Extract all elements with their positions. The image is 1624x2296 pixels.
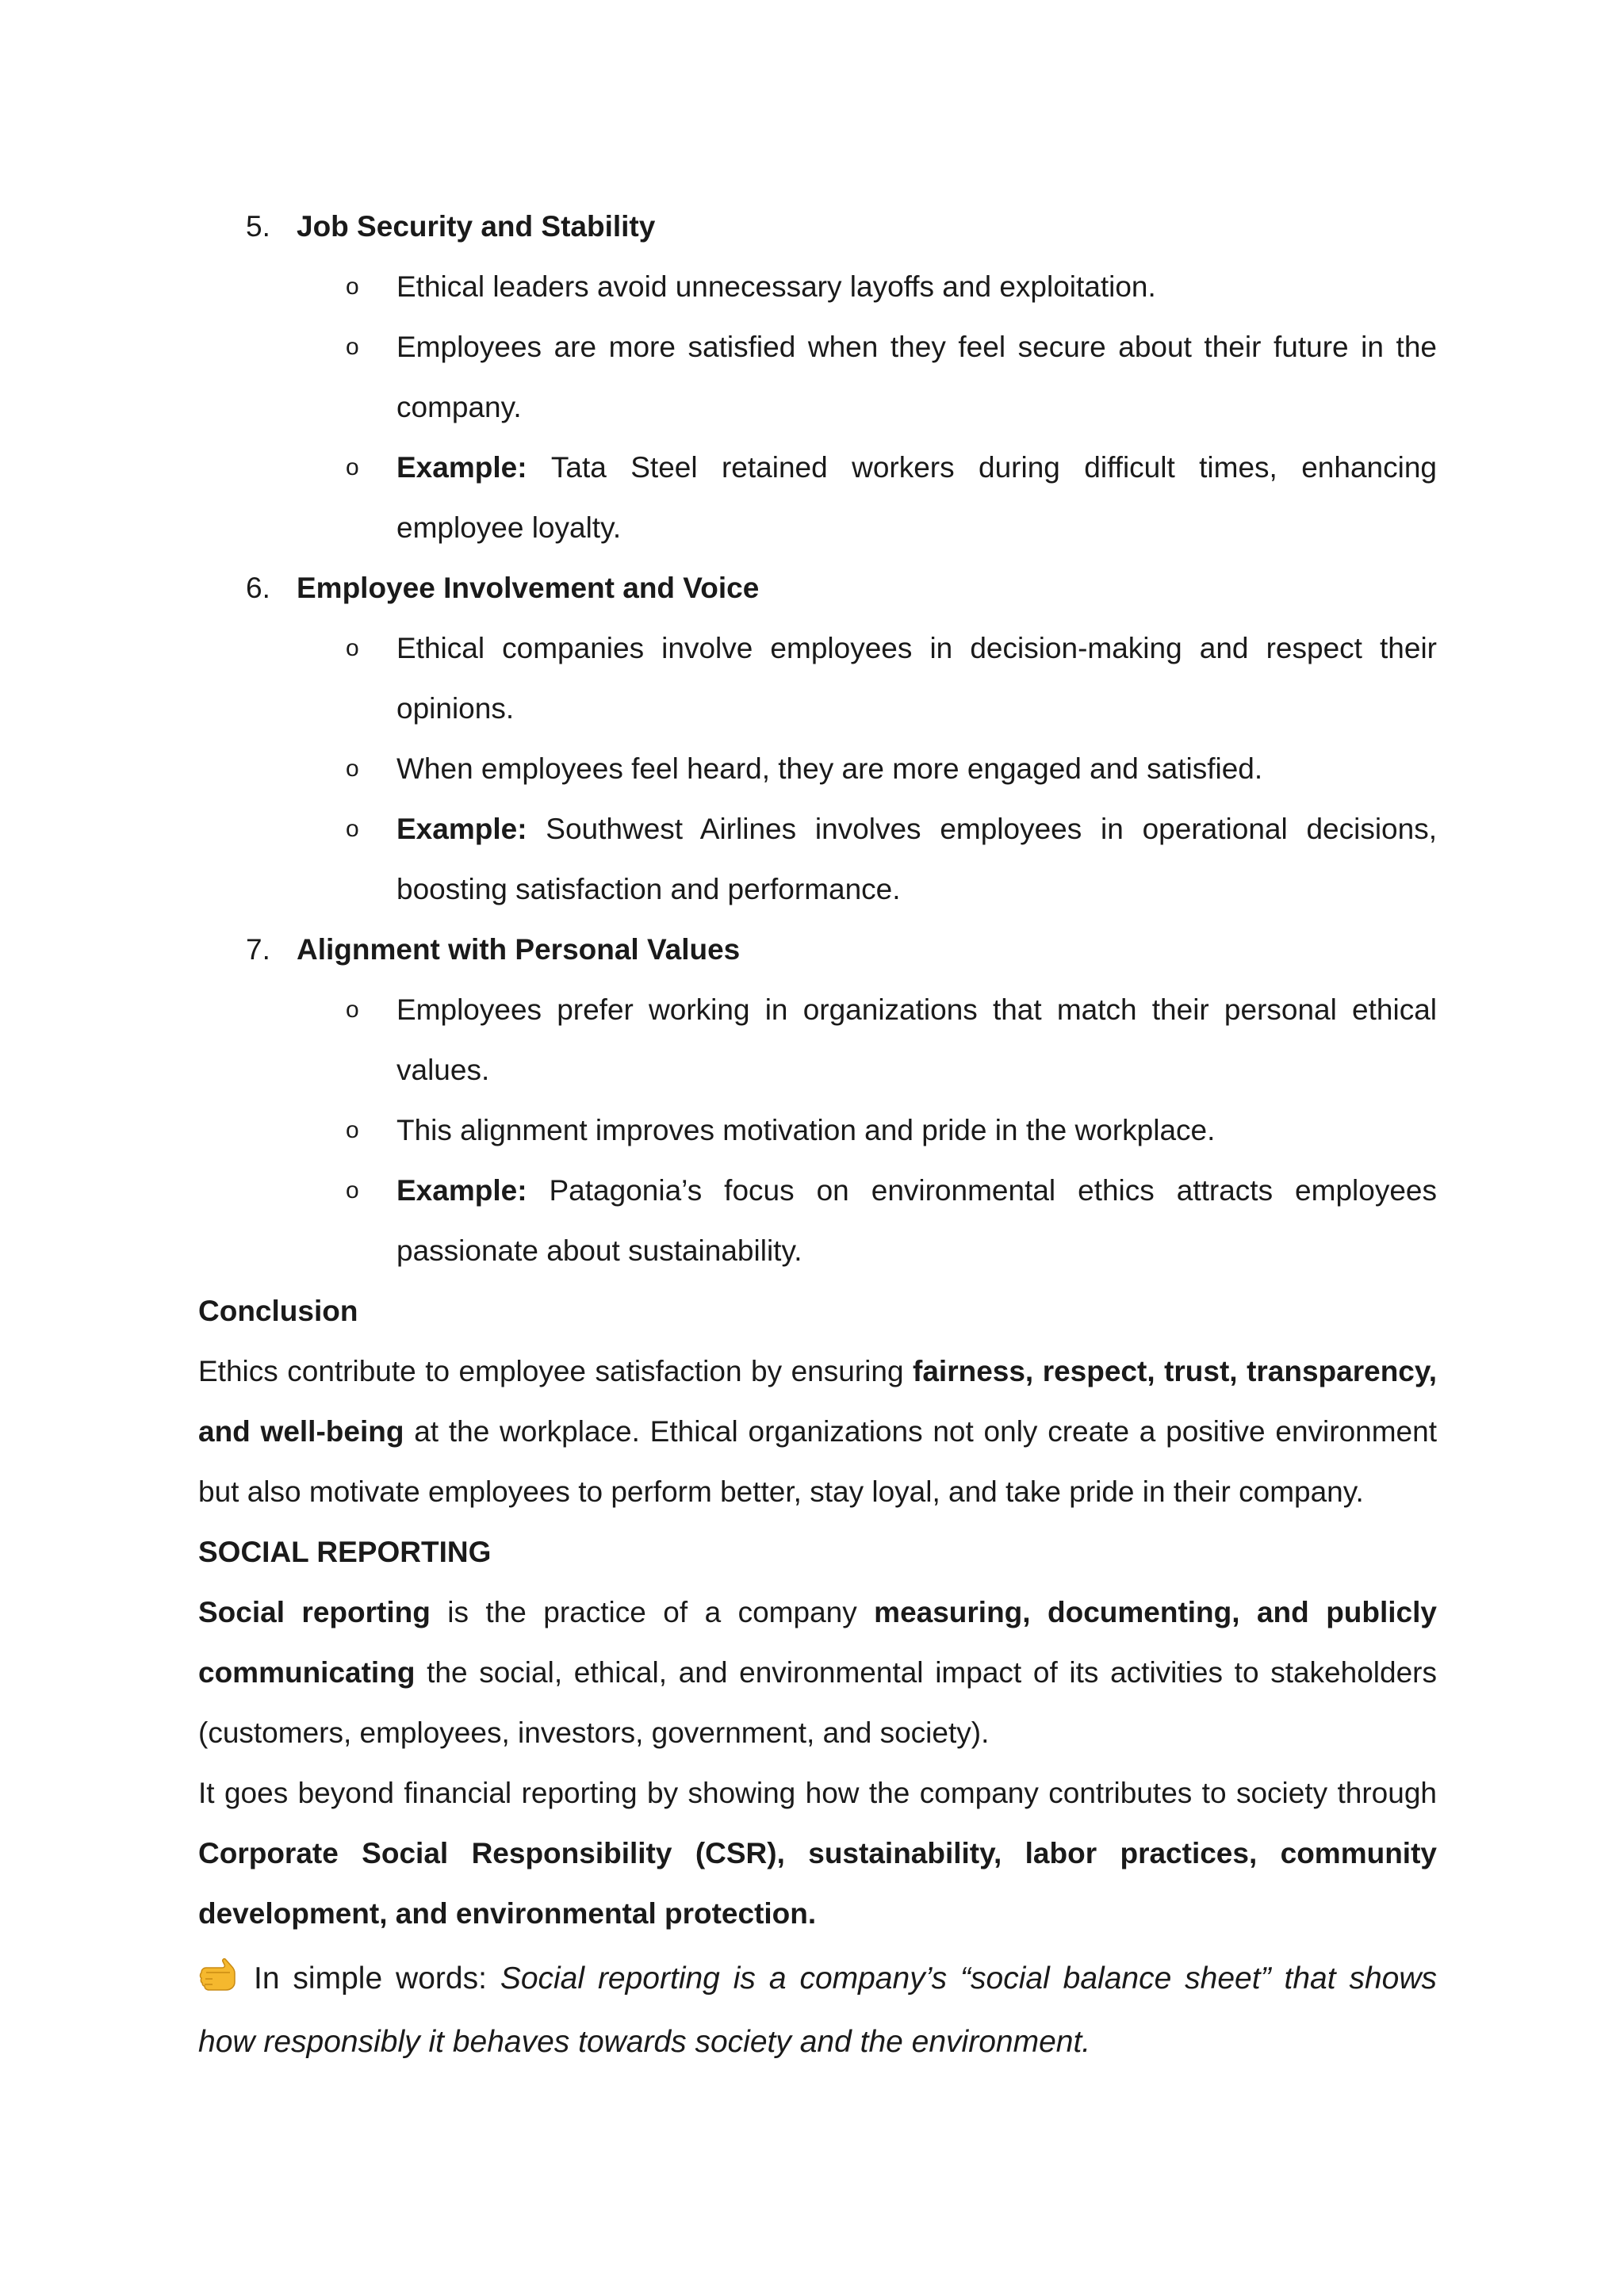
- list-item: o Example: Patagonia’s focus on environmental ethics attracts employees passionate about sustainability.: [198, 1161, 1437, 1281]
- bullet: o: [346, 334, 359, 360]
- example-label: Example:: [396, 1174, 550, 1207]
- social-reporting-definition: Social reporting is the practice of a company measuring, documenting, and publicly communicating the social, ethical, and environmental impact of its activities to stakeholders (customers, employees, investors, government, and society).: [198, 1596, 1437, 1749]
- bullet: o: [346, 1117, 359, 1143]
- social-reporting-heading: SOCIAL REPORTING: [198, 1536, 492, 1568]
- section-6-title: [198, 558, 1437, 618]
- list-item: o When employees feel heard, they are more engaged and satisfied.: [198, 739, 1437, 799]
- simple-words-paragraph: In simple words: Social reporting is a company’s “social balance sheet” that shows how responsibly it behaves towards society and the environment.: [198, 1947, 1437, 2074]
- bullet: o: [346, 816, 359, 842]
- list-item: o Ethical companies involve employees in decision-making and respect their opinions.: [198, 618, 1437, 739]
- social-reporting-scope: It goes beyond financial reporting by showing how the company contributes to society through Corporate Social Responsibility (CSR), sustainability, labor practices, community development, and environmental protection.: [198, 1777, 1437, 1930]
- section-7-title: [198, 920, 1437, 980]
- document-page: [198, 197, 1437, 2074]
- example-label: Example:: [396, 813, 546, 845]
- bullet: o: [346, 274, 359, 300]
- conclusion-heading: Conclusion: [198, 1295, 358, 1327]
- list-item: o Example: Tata Steel retained workers during difficult times, enhancing employee loyalty.: [198, 438, 1437, 558]
- list-item: o Example: Southwest Airlines involves employees in operational decisions, boosting satisfaction and performance.: [198, 799, 1437, 920]
- pointing-right-hand-icon: [198, 1955, 239, 1996]
- section-title: Employee Involvement and Voice: [297, 572, 760, 604]
- section-title: Job Security and Stability: [297, 210, 656, 243]
- bullet: o: [346, 756, 359, 782]
- list-item: o Employees prefer working in organizations that match their personal ethical values.: [198, 980, 1437, 1100]
- section-number: 6.: [246, 572, 270, 604]
- list-item: o Ethical leaders avoid unnecessary layoffs and exploitation.: [198, 257, 1437, 317]
- bullet: o: [346, 454, 359, 480]
- section-number: 7.: [246, 933, 270, 966]
- example-label: Example:: [396, 451, 551, 484]
- list-item: o This alignment improves motivation and pride in the workplace.: [198, 1100, 1437, 1161]
- conclusion-paragraph: Ethics contribute to employee satisfaction by ensuring fairness, respect, trust, transparency, and well-being at the workplace. Ethical organizations not only create a positive environment but also motivate employees to perform better, stay loyal, and take pride in their company.: [198, 1355, 1437, 1508]
- bullet: o: [346, 635, 359, 661]
- section-title: Alignment with Personal Values: [297, 933, 741, 966]
- section-5-title: [198, 197, 1437, 257]
- list-item: o Employees are more satisfied when they feel secure about their future in the company.: [198, 317, 1437, 438]
- bullet: o: [346, 997, 359, 1023]
- bullet: o: [346, 1177, 359, 1203]
- section-number: 5.: [246, 210, 270, 243]
